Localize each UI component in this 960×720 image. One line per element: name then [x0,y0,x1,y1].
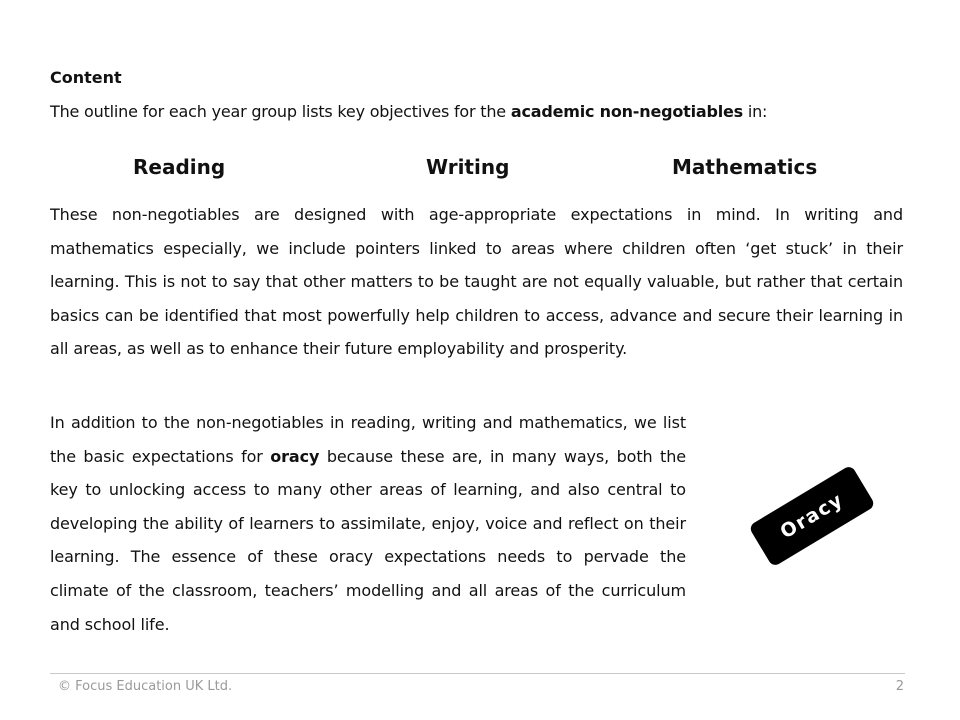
paragraph-oracy-after: because these are, in many ways, both the key to unlocking access to many other areas of learning, and also central to developing the ability of learners to assimilate, enjoy, voice and reflect on their learning. The essence of these oracy expectations needs to pervade the climate of the classroom, teachers’ modelling and all areas of the curriculum and school life. [50,446,686,634]
paragraph-oracy-bold: oracy [270,446,320,466]
footer-copyright: © Focus Education UK Ltd. [58,679,233,694]
oracy-badge-label: Oracy [776,488,848,544]
intro-text [50,102,767,121]
page-number: 2 [895,679,904,694]
subject-reading: Reading [133,155,226,179]
paragraph-non-negotiables: These non-negotiables are designed with age-appropriate expectations in mind. In writing and mathematics especially, we include pointers linked to areas where children often ‘get stuck’ in their learning. This is not to say that other matters to be taught are not equally valuable, but rather that certain basics can be identified that most powerfully help children to access, advance and secure their learning in all areas, as well as to enhance their future employability and prosperity. [50,205,903,359]
intro-text-before: The outline for each year group lists key objectives for the [50,102,511,121]
oracy-badge [748,465,876,568]
subjects-row [0,155,960,183]
subject-mathematics: Mathematics [672,155,818,179]
intro-text-bold: academic non-negotiables [510,102,743,121]
footer-divider [50,673,905,674]
paragraph-oracy [50,406,686,641]
section-heading: Content [50,68,122,87]
intro-text-after: in: [742,102,768,121]
paragraph-oracy-before: In addition to the non-negotiables in reading, writing and mathematics, we list the basic expectations for [50,413,686,466]
subject-writing: Writing [426,155,510,179]
